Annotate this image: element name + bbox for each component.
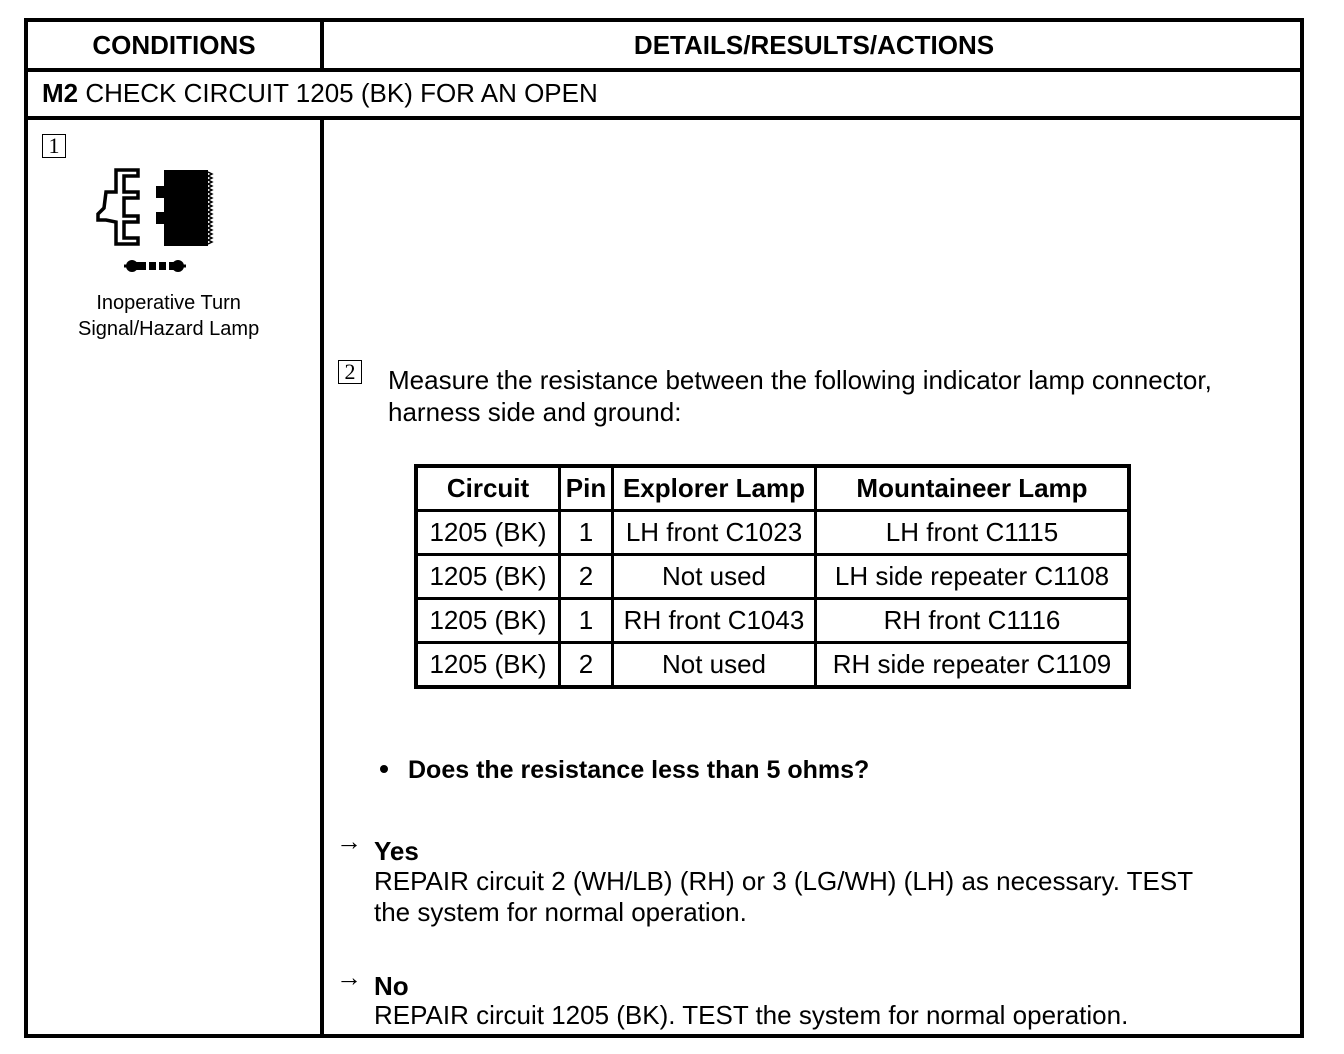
step-title — [42, 78, 598, 109]
instruction-line1: Measure the resistance between the following indicator lamp connector, — [388, 365, 1212, 395]
table-row — [416, 599, 1129, 643]
no-action-text: REPAIR circuit 1205 (BK). TEST the system for normal operation. — [374, 1000, 1129, 1030]
header-divider — [320, 22, 324, 68]
no-arrow-icon: → — [336, 962, 362, 992]
table-cell: LH front C1023 — [613, 511, 816, 555]
table-header-pin: Pin — [560, 466, 613, 511]
no-label: No — [374, 971, 409, 1001]
table-cell: Not used — [613, 643, 816, 688]
conditions-header: CONDITIONS — [92, 30, 256, 60]
table-cell: RH front C1116 — [816, 599, 1130, 643]
details-header: DETAILS/RESULTS/ACTIONS — [633, 30, 995, 60]
header-rule — [28, 68, 1300, 72]
title-rule — [28, 116, 1300, 120]
instruction-line2: harness side and ground: — [388, 397, 682, 427]
instruction-text — [388, 364, 1212, 428]
condition-label — [78, 290, 259, 342]
table-cell: RH side repeater C1109 — [816, 643, 1130, 688]
table-cell: 1205 (BK) — [416, 643, 560, 688]
yes-label: Yes — [374, 836, 419, 866]
table-cell: 1205 (BK) — [416, 555, 560, 599]
question — [380, 756, 869, 785]
condition-label-line1: Inoperative Turn — [96, 292, 241, 314]
table-cell: 1 — [560, 511, 613, 555]
resistance-table — [414, 464, 1131, 689]
step-title-text: CHECK CIRCUIT 1205 (BK) FOR AN OPEN — [85, 78, 598, 108]
table-cell: 2 — [560, 555, 613, 599]
table-cell: 2 — [560, 643, 613, 688]
question-text: Does the resistance less than 5 ohms? — [408, 756, 870, 784]
connector-disconnect-icon — [90, 162, 220, 280]
step-number-box-2: 2 — [338, 360, 362, 384]
table-header-explorer: Explorer Lamp — [613, 466, 816, 511]
step-code: M2 — [42, 78, 79, 108]
table-row — [416, 555, 1129, 599]
table-row — [416, 511, 1129, 555]
table-cell: RH front C1043 — [613, 599, 816, 643]
yes-arrow-icon: → — [336, 826, 362, 856]
table-cell: LH side repeater C1108 — [816, 555, 1130, 599]
step-number-box-1: 1 — [42, 134, 66, 158]
bullet-icon — [380, 765, 388, 773]
condition-label-line2: Signal/Hazard Lamp — [78, 318, 260, 340]
table-cell: 1205 (BK) — [416, 599, 560, 643]
diagnostic-table-frame — [24, 18, 1304, 1038]
table-header-mountaineer: Mountaineer Lamp — [816, 466, 1130, 511]
table-cell: 1 — [560, 599, 613, 643]
yes-action-line1: REPAIR circuit 2 (WH/LB) (RH) or 3 (LG/WH) (LH) as necessary. TEST — [374, 866, 1194, 896]
body-divider — [320, 120, 324, 1038]
yes-action-line2: the system for normal operation. — [374, 897, 747, 927]
yes-action-text — [374, 866, 1193, 928]
table-cell: LH front C1115 — [816, 511, 1130, 555]
table-cell: Not used — [613, 555, 816, 599]
table-header-row — [416, 466, 1129, 511]
table-cell: 1205 (BK) — [416, 511, 560, 555]
table-header-circuit: Circuit — [416, 466, 560, 511]
table-row — [416, 643, 1129, 688]
